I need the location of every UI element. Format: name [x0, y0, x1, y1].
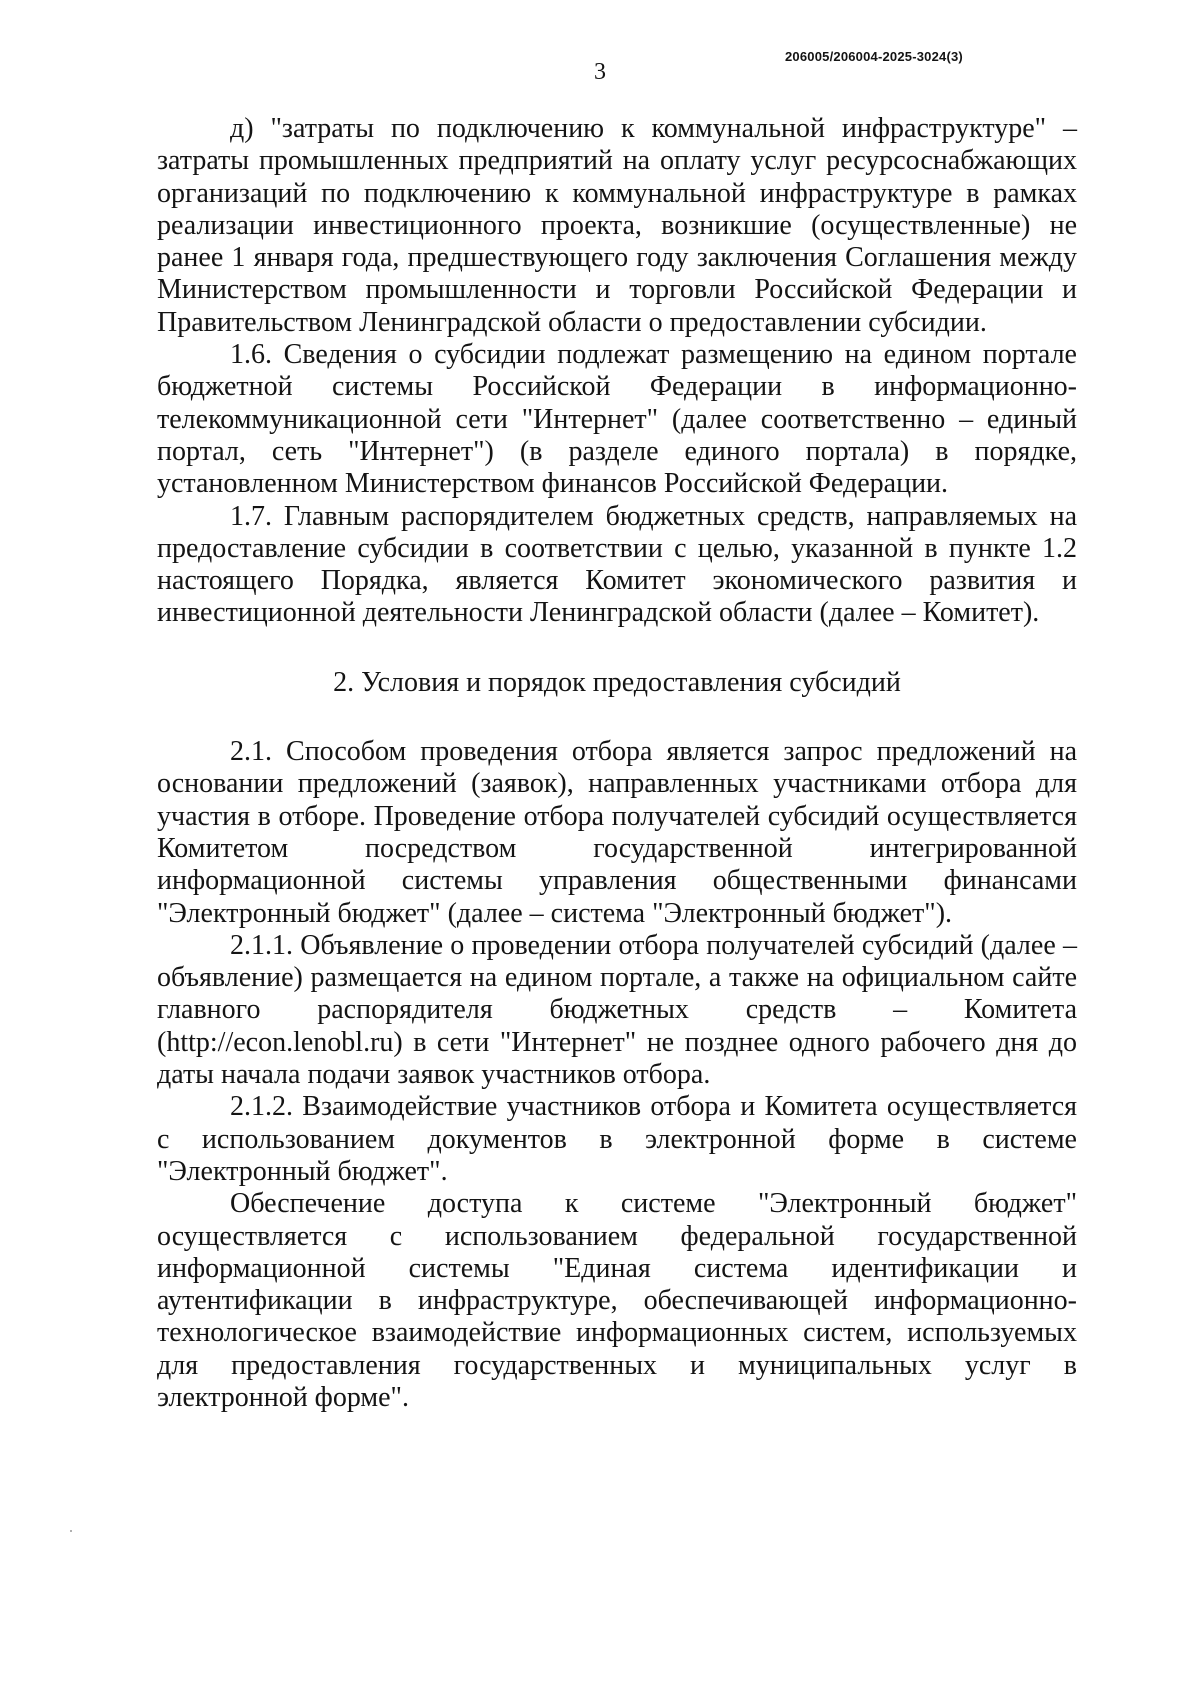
document-body: [157, 113, 1077, 1414]
scan-artifact-dot: [70, 1530, 72, 1532]
section-heading: 2. Условия и порядок предоставления субсидий: [333, 666, 901, 698]
page-number: 3: [594, 59, 606, 85]
paragraph-d: д) "затраты по подключению к коммунальной инфраструктуре" – затраты промышленных предприятий на оплату услуг ресурсоснабжающих организаций по подключению к коммунальной инфраструктуре в рамках реализации инвестиционного проекта, возникшие (осуществленные) не ранее 1 января года, предшествующего году заключения Соглашения между Министерством промышленности и торговли Российской Федерации и Правительством Ленинградской области о предоставлении субсидии.: [157, 113, 1077, 338]
paragraph-2-1-1: 2.1.1. Объявление о проведении отбора получателей субсидий (далее – объявление) размещается на едином портале, а также на официальном сайте главного распорядителя бюджетных средств – Комитета (http://econ.lenobl.ru) в сети "Интернет" не позднее одного рабочего дня до даты начала подачи заявок участников отбора.: [157, 929, 1077, 1091]
paragraph-1-7: 1.7. Главным распорядителем бюджетных средств, направляемых на предоставление субсидии в соответствии с целью, указанной в пункте 1.2 настоящего Порядка, является Комитет экономического развития и инвестиционной деятельности Ленинградской области (далее – Комитет).: [157, 500, 1077, 629]
paragraph-2-1-2: 2.1.2. Взаимодействие участников отбора и Комитета осуществляется с использованием документов в электронной форме в системе "Электронный бюджет".: [157, 1091, 1077, 1187]
document-id: 206005/206004-2025-3024(3): [785, 49, 963, 64]
paragraph-1-6: 1.6. Сведения о субсидии подлежат размещению на едином портале бюджетной системы Российской Федерации в информационно-телекоммуникационной сети "Интернет" (далее соответственно – единый портал, сеть "Интернет") (в разделе единого портала) в порядке, установленном Министерством финансов Российской Федерации.: [157, 339, 1077, 500]
paragraph-2-1: 2.1. Способом проведения отбора является запрос предложений на основании предложений (заявок), направленных участниками отбора для участия в отборе. Проведение отбора получателей субсидий осуществляется Комитетом посредством государственной интегрированной информационной системы управления общественными финансами "Электронный бюджет" (далее – система "Электронный бюджет").: [157, 736, 1077, 929]
paragraph-access: Обеспечение доступа к системе "Электронный бюджет" осуществляется с использованием федеральной государственной информационной системы "Единая система идентификации и аутентификации в инфраструктуре, обеспечивающей информационно-технологическое взаимодействие информационных систем, используемых для предоставления государственных и муниципальных услуг в электронной форме".: [157, 1188, 1077, 1413]
